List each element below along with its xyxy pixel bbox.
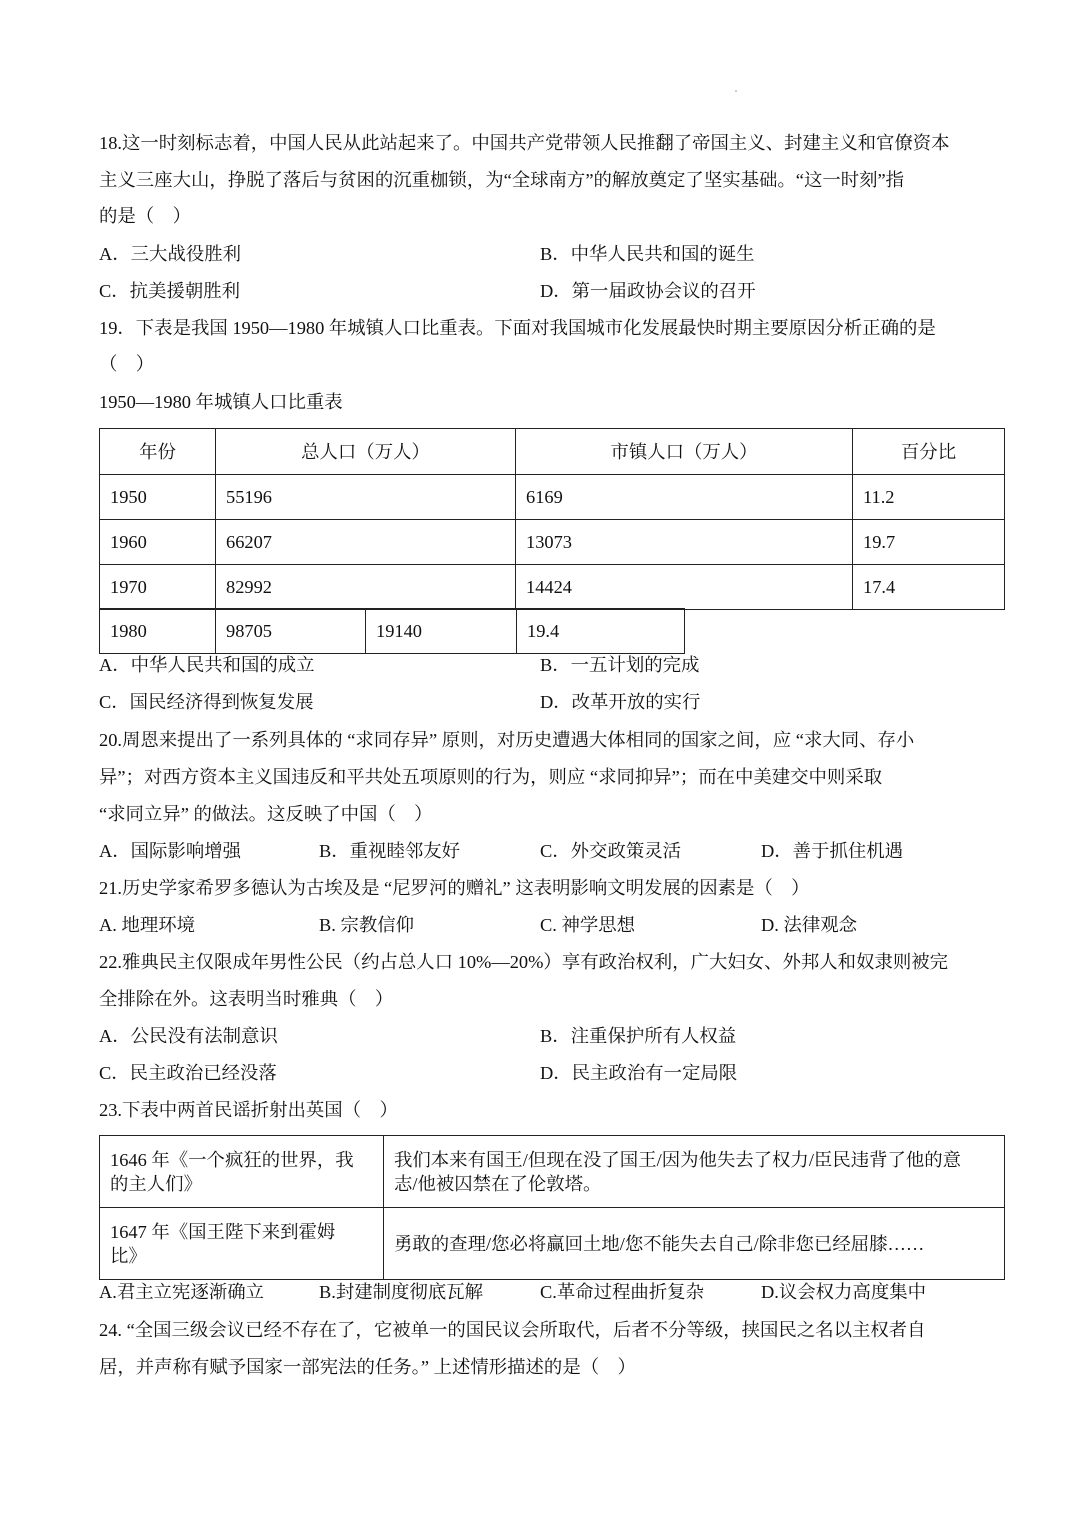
question-text: 主义三座大山，挣脱了落后与贫困的沉重枷锁，为“全球南方”的解放奠定了坚实基础。“这一时刻”指: [99, 170, 905, 190]
option-b[interactable]: B．重视睦邻友好: [319, 841, 461, 861]
cell: 13073: [516, 520, 853, 565]
column-header: 总人口（万人）: [216, 429, 516, 475]
cell: 98705: [216, 609, 366, 654]
option-c[interactable]: C．民主政治已经没落: [99, 1063, 277, 1083]
option-c[interactable]: C. 神学思想: [540, 915, 636, 935]
option-b[interactable]: B．注重保护所有人权益: [540, 1026, 737, 1046]
column-header: 年份: [100, 429, 216, 475]
option-d[interactable]: D.议会权力高度集中: [761, 1282, 927, 1302]
option-d[interactable]: D．第一届政协会议的召开: [540, 281, 756, 301]
ballad-text-line: 我们本来有国王/但现在没了国王/因为他失去了权力/臣民违背了他的意: [394, 1149, 962, 1170]
cell: 17.4: [853, 565, 1005, 610]
cell: 11.2: [853, 475, 1005, 520]
table-row: [100, 609, 685, 654]
ballad-title-line: 1646 年《一个疯狂的世界，我: [110, 1149, 354, 1170]
question-text: 24. “全国三级会议已经不存在了，它被单一的国民议会所取代，后者不分等级，挟国民之名以主权者自: [99, 1320, 926, 1340]
option-d[interactable]: D. 法律观念: [761, 915, 858, 935]
cell: 66207: [216, 520, 516, 565]
ballad-text: [384, 1136, 1005, 1208]
population-table: [99, 428, 1005, 610]
cell: 19.7: [853, 520, 1005, 565]
cell: 55196: [216, 475, 516, 520]
cell: 1970: [100, 565, 216, 610]
option-c[interactable]: C．外交政策灵活: [540, 841, 682, 861]
table-row: [100, 565, 1005, 610]
question-text: 居，并声称有赋予国家一部宪法的任务。” 上述情形描述的是（ ）: [99, 1357, 636, 1377]
cell: 1950: [100, 475, 216, 520]
table-row: [100, 1208, 1005, 1280]
question-text: 21.历史学家希罗多德认为古埃及是 “尼罗河的赠礼” 这表明影响文明发展的因素是（ ）: [99, 878, 810, 898]
cell: 14424: [516, 565, 853, 610]
option-a[interactable]: A．公民没有法制意识: [99, 1026, 278, 1046]
option-c[interactable]: C．国民经济得到恢复发展: [99, 692, 314, 712]
table-title: 1950—1980 年城镇人口比重表: [99, 392, 343, 412]
question-text: 19．下表是我国 1950—1980 年城镇人口比重表。下面对我国城市化发展最快时期主要原因分析正确的是: [99, 318, 936, 338]
cell: 82992: [216, 565, 516, 610]
column-header: 市镇人口（万人）: [516, 429, 853, 475]
question-text: 全排除在外。这表明当时雅典（ ）: [99, 989, 394, 1009]
cell: 19.4: [517, 609, 685, 654]
option-d[interactable]: D．改革开放的实行: [540, 692, 701, 712]
option-a[interactable]: A．国际影响增强: [99, 841, 242, 861]
ballad-table: [99, 1135, 1005, 1280]
table-row: [100, 1136, 1005, 1208]
column-header: 百分比: [853, 429, 1005, 475]
scan-dot: [735, 90, 737, 92]
ballad-title-line: 比》: [110, 1245, 147, 1266]
option-d[interactable]: D．善于抓住机遇: [761, 841, 904, 861]
population-table-last-row: [99, 608, 685, 654]
option-c[interactable]: C.革命过程曲折复杂: [540, 1282, 704, 1302]
option-d[interactable]: D．民主政治有一定局限: [540, 1063, 738, 1083]
ballad-title: [100, 1208, 384, 1280]
ballad-title: [100, 1136, 384, 1208]
question-text: 20.周恩来提出了一系列具体的 “求同存异” 原则，对历史遭遇大体相同的国家之间，应 “求大同、存小: [99, 730, 915, 750]
ballad-text-line: 志/他被囚禁在了伦敦塔。: [394, 1173, 602, 1194]
question-text: 18.这一时刻标志着，中国人民从此站起来了。中国共产党带领人民推翻了帝国主义、封建主义和官僚资本: [99, 133, 950, 153]
option-b[interactable]: B.封建制度彻底瓦解: [319, 1282, 483, 1302]
question-text: 22.雅典民主仅限成年男性公民（约占总人口 10%—20%）享有政治权利，广大妇女、外邦人和奴隶则被完: [99, 952, 949, 972]
question-text: 23.下表中两首民谣折射出英国（ ）: [99, 1100, 398, 1120]
table-row: [100, 520, 1005, 565]
cell: 19140: [366, 609, 517, 654]
question-text: 异”；对西方资本主义国违反和平共处五项原则的行为，则应 “求同抑异”；而在中美建交中则采取: [99, 767, 883, 787]
option-a[interactable]: A．三大战役胜利: [99, 244, 242, 264]
option-b[interactable]: B．中华人民共和国的诞生: [540, 244, 755, 264]
ballad-text: 勇敢的查理/您必将赢回土地/您不能失去自己/除非您已经屈膝……: [384, 1208, 1005, 1280]
option-b[interactable]: B．一五计划的完成: [540, 655, 700, 675]
option-a[interactable]: A. 地理环境: [99, 915, 196, 935]
ballad-title-line: 1647 年《国王陛下来到霍姆: [110, 1221, 336, 1242]
option-a[interactable]: A.君主立宪逐渐确立: [99, 1282, 265, 1302]
table-header-row: [100, 429, 1005, 475]
question-text: 的是（ ）: [99, 206, 191, 226]
question-text: “求同立异” 的做法。这反映了中国（ ）: [99, 804, 433, 824]
option-b[interactable]: B. 宗教信仰: [319, 915, 415, 935]
ballad-title-line: 的主人们》: [110, 1173, 202, 1194]
cell: 6169: [516, 475, 853, 520]
option-a[interactable]: A．中华人民共和国的成立: [99, 655, 315, 675]
cell: 1960: [100, 520, 216, 565]
cell: 1980: [100, 609, 216, 654]
question-text: （ ）: [99, 354, 155, 374]
table-row: [100, 475, 1005, 520]
option-c[interactable]: C．抗美援朝胜利: [99, 281, 241, 301]
